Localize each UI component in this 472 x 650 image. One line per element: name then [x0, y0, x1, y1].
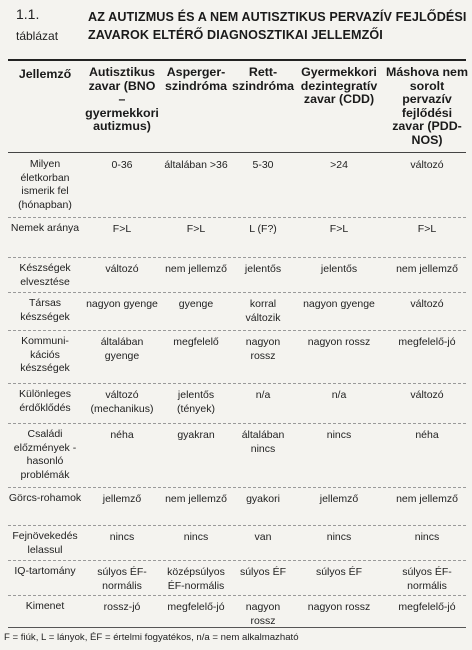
- column-header-autisztikus: Autisztikus zavar (BNO –gyermekkori autizmus): [85, 65, 159, 133]
- column-header-jellemzo: Jellemző: [18, 67, 72, 81]
- table-cell: néha: [415, 429, 439, 441]
- table-cell: F>L: [417, 223, 437, 235]
- table-cell: jellemző: [102, 493, 142, 505]
- table-cell: rossz-jó: [103, 601, 141, 613]
- row-label: Társas készségek: [20, 297, 70, 323]
- table-cell: nem jellemző: [165, 263, 227, 275]
- table-word: táblázat: [16, 29, 59, 43]
- row-separator: [8, 292, 466, 293]
- row-separator: [8, 330, 466, 331]
- column-header-cdd: Gyermekkori dezintegratív zavar (CDD): [300, 65, 378, 106]
- table-cell: súlyos ÉF-normális: [97, 566, 147, 592]
- table-cell: n/a: [255, 389, 271, 401]
- row-label: Családi előzmények - hasonló problémák: [13, 428, 77, 481]
- row-label: Kimenet: [25, 600, 65, 612]
- table-cell: jelentős: [244, 263, 282, 275]
- table-cell: súlyos ÉF: [239, 566, 287, 578]
- table-cell: változó: [410, 389, 444, 401]
- table-cell: általában >36: [164, 159, 228, 171]
- table-number: 1.1.: [16, 6, 40, 22]
- table-cell: L (F?): [249, 223, 277, 235]
- table-cell: nagyon rossz: [307, 336, 371, 348]
- table-cell: változó (mechanikus): [90, 389, 154, 415]
- table-cell: nagyon rossz: [245, 336, 281, 362]
- row-label: Kommuni-kációs készségek: [20, 335, 70, 374]
- table-cell: nincs: [183, 531, 209, 543]
- table-cell: nem jellemző: [396, 493, 458, 505]
- table-cell: nem jellemző: [396, 263, 458, 275]
- table-header: [0, 0, 472, 60]
- table-cell: n/a: [331, 389, 347, 401]
- table-cell: nagyon gyenge: [303, 298, 375, 310]
- table-cell: súlyos ÉF: [315, 566, 363, 578]
- table-cell: korral változik: [245, 298, 281, 324]
- row-separator: [8, 423, 466, 424]
- row-label: Készségek elvesztése: [19, 262, 71, 288]
- table-cell: jelentős (tények): [177, 389, 215, 415]
- table-cell: középsúlyos ÉF-normális: [167, 566, 225, 592]
- row-label: Különleges érdőklődés: [19, 388, 71, 414]
- column-header-pdd-nos: Máshova nem sorolt pervazív fejlődési zavar (PDD-NOS): [386, 65, 468, 147]
- table-cell: gyenge: [178, 298, 214, 310]
- table-cell: nem jellemző: [165, 493, 227, 505]
- footnote: F = fiúk, L = lányok, ÉF = értelmi fogyatékos, n/a = nem alkalmazható: [4, 632, 299, 643]
- row-separator: [8, 383, 466, 384]
- column-header-rett: Rett-szindróma: [232, 65, 294, 93]
- table-title: AZ AUTIZMUS ÉS A NEM AUTISZTIKUS PERVAZÍV FEJLŐDÉSI ZAVAROK ELTÉRŐ DIAGNOSZTIKAI JELLEMZŐI: [88, 10, 467, 42]
- header-rule: [8, 152, 466, 153]
- table-cell: nincs: [326, 531, 352, 543]
- table-cell: nincs: [109, 531, 135, 543]
- table-cell: változó: [105, 263, 139, 275]
- table-cell: nagyon rossz: [307, 601, 371, 613]
- row-separator: [8, 217, 466, 218]
- table-cell: F>L: [329, 223, 349, 235]
- top-rule: [8, 59, 466, 61]
- table-cell: változó: [410, 159, 444, 171]
- row-label: Nemek aránya: [10, 222, 80, 234]
- row-separator: [8, 257, 466, 258]
- table-cell: F>L: [186, 223, 206, 235]
- table-cell: megfelelő-jó: [398, 336, 456, 348]
- table-cell: nagyon gyenge: [86, 298, 158, 310]
- row-label: Milyen életkorban ismerik fel (hónapban): [18, 158, 72, 211]
- table-cell: megfelelő-jó: [398, 601, 456, 613]
- table-cell: jellemző: [319, 493, 359, 505]
- table-cell: van: [254, 531, 272, 543]
- table-cell: változó: [410, 298, 444, 310]
- row-label: IQ-tartomány: [14, 565, 76, 577]
- table-cell: >24: [330, 159, 348, 171]
- table-cell: gyakori: [246, 493, 280, 505]
- row-label: Görcs-rohamok: [8, 492, 82, 504]
- table-cell: megfelelő-jó: [167, 601, 225, 613]
- bottom-rule: [8, 627, 466, 628]
- table-cell: megfelelő: [173, 336, 219, 348]
- table-cell: jelentős: [320, 263, 358, 275]
- table-cell: 0-36: [111, 159, 133, 171]
- table-cell: súlyos ÉF-normális: [402, 566, 452, 592]
- table-cell: 5-30: [252, 159, 274, 171]
- row-separator: [8, 595, 466, 596]
- table-cell: nincs: [326, 429, 352, 441]
- table-cell: nagyon rossz: [245, 601, 281, 627]
- table-cell: általában gyenge: [100, 336, 144, 362]
- table-cell: néha: [110, 429, 134, 441]
- table-cell: F>L: [112, 223, 132, 235]
- column-header-asperger: Asperger-szindróma: [165, 65, 227, 93]
- table-cell: nincs: [414, 531, 440, 543]
- row-separator: [8, 487, 466, 488]
- row-separator: [8, 525, 466, 526]
- table-cell: általában nincs: [241, 429, 285, 455]
- row-label: Fejnövekedés lelassul: [12, 530, 78, 556]
- row-separator: [8, 560, 466, 561]
- table-cell: gyakran: [177, 429, 215, 441]
